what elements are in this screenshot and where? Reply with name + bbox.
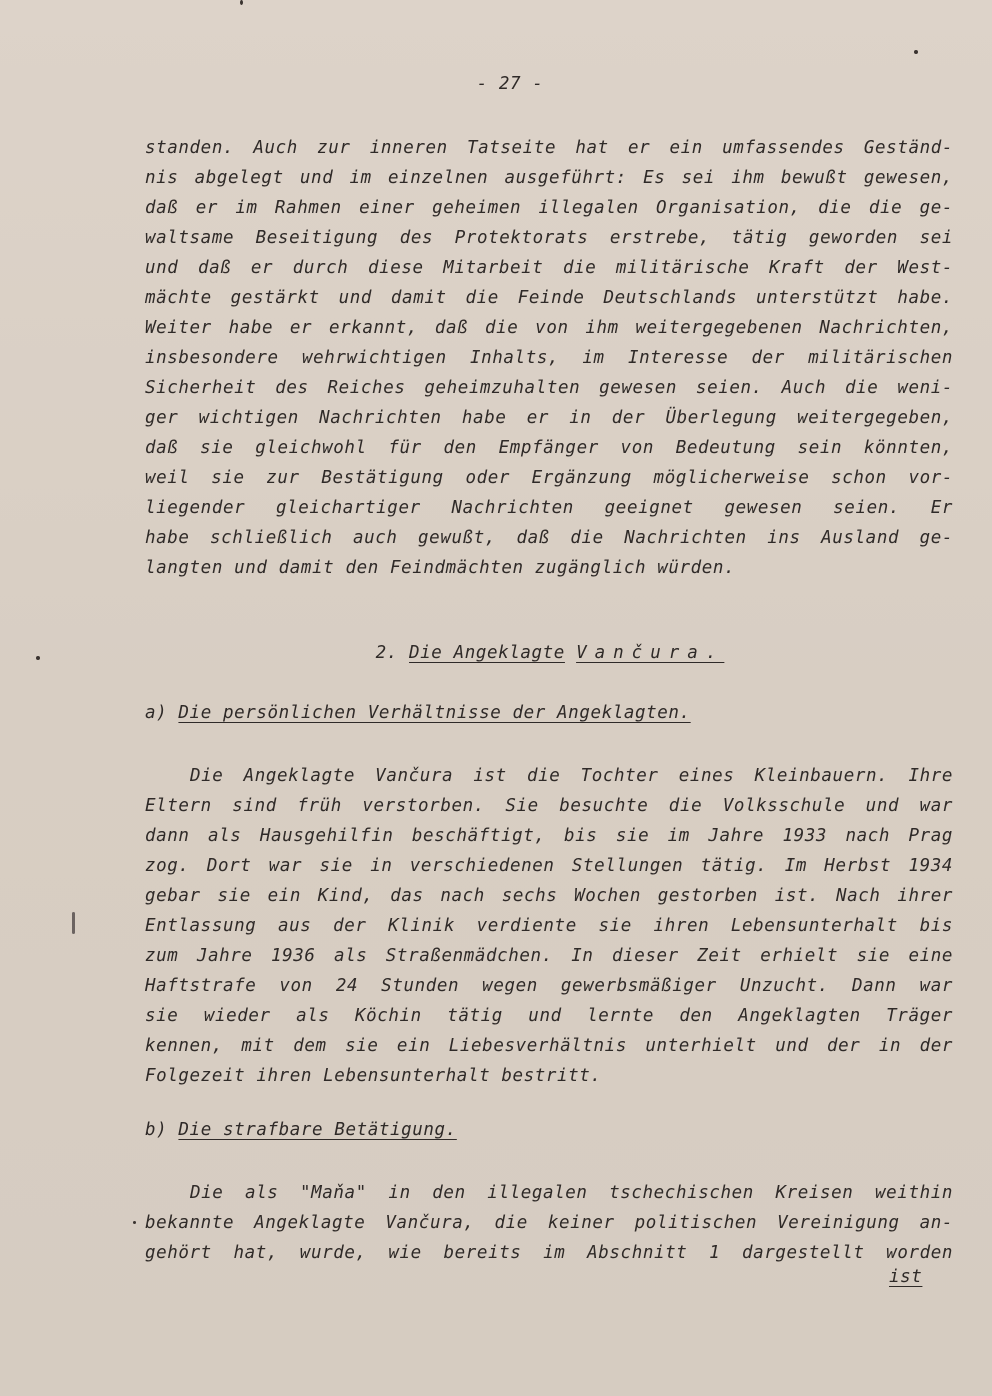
text-line: liegender gleichartiger Nachrichten geeignet gewesen seien. Er [145, 498, 953, 518]
section-heading [0, 643, 992, 663]
text-line: habe schließlich auch gewußt, daß die Nachrichten ins Ausland ge- [145, 528, 953, 548]
paper-speck [36, 656, 40, 660]
text-line: Sicherheit des Reiches geheimzuhalten gewesen seien. Auch die weni- [145, 378, 953, 398]
text-line: Weiter habe er erkannt, daß die von ihm weitergegebenen Nachrichten, [145, 318, 953, 338]
text-line: weil sie zur Bestätigung oder Ergänzung möglicherweise schon vor- [145, 468, 953, 488]
text-line: gehört hat, wurde, wie bereits im Abschnitt 1 dargestellt worden [145, 1243, 953, 1263]
subheading-title: Die strafbare Betätigung. [178, 1120, 457, 1140]
section-title: Die Angeklagte [409, 643, 565, 663]
text-line: dann als Hausgehilfin beschäftigt, bis sie im Jahre 1933 nach Prag [145, 826, 953, 846]
text-line: insbesondere wehrwichtigen Inhalts, im Interesse der militärischen [145, 348, 953, 368]
text-line: gebar sie ein Kind, das nach sechs Wochen gestorben ist. Nach ihrer [145, 886, 953, 906]
text-line: Eltern sind früh verstorben. Sie besuchte die Volksschule und war [145, 796, 953, 816]
text-line: langten und damit den Feindmächten zugänglich würden. [145, 558, 736, 578]
paper-speck [914, 50, 918, 54]
text-line: Die als "Maňa" in den illegalen tschechischen Kreisen weithin [190, 1183, 953, 1203]
text-line: und daß er durch diese Mitarbeit die militärische Kraft der West- [145, 258, 953, 278]
section-number: 2. [375, 643, 398, 663]
subheading-a [145, 703, 691, 723]
text-line: daß sie gleichwohl für den Empfänger von Bedeutung sein könnten, [145, 438, 953, 458]
paper-mark [72, 912, 75, 934]
paper-speck [240, 0, 243, 5]
section-title-name: Vančura. [576, 643, 725, 663]
text-line: kennen, mit dem sie ein Liebesverhältnis unterhielt und der in der [145, 1036, 953, 1056]
text-line: Folgezeit ihren Lebensunterhalt bestritt. [145, 1066, 602, 1086]
text-line: standen. Auch zur inneren Tatseite hat er ein umfassendes Geständ- [145, 138, 953, 158]
text-line: mächte gestärkt und damit die Feinde Deutschlands unterstützt habe. [145, 288, 953, 308]
text-line: waltsame Beseitigung des Protektorats erstrebe, tätig geworden sei [145, 228, 953, 248]
text-line: daß er im Rahmen einer geheimen illegalen Organisation, die die ge- [145, 198, 953, 218]
subheading-marker: b) [145, 1120, 168, 1140]
text-line: ger wichtigen Nachrichten habe er in der Überlegung weitergegeben, [145, 408, 953, 428]
catchword: ist [889, 1267, 923, 1287]
subheading-title: Die persönlichen Verhältnisse der Angeklagten. [178, 703, 691, 723]
text-line: Haftstrafe von 24 Stunden wegen gewerbsmäßiger Unzucht. Dann war [145, 976, 953, 996]
subheading-marker: a) [145, 703, 168, 723]
page-number: - 27 - [476, 74, 544, 94]
text-line: nis abgelegt und im einzelnen ausgeführt: Es sei ihm bewußt gewesen, [145, 168, 953, 188]
text-line: bekannte Angeklagte Vančura, die keiner politischen Vereinigung an- [145, 1213, 953, 1233]
text-line: zum Jahre 1936 als Straßenmädchen. In dieser Zeit erhielt sie eine [145, 946, 953, 966]
paper-speck [133, 1221, 136, 1224]
subheading-b [145, 1120, 457, 1140]
text-line: sie wieder als Köchin tätig und lernte den Angeklagten Träger [145, 1006, 953, 1026]
text-line: zog. Dort war sie in verschiedenen Stellungen tätig. Im Herbst 1934 [145, 856, 953, 876]
text-line: Entlassung aus der Klinik verdiente sie ihren Lebensunterhalt bis [145, 916, 953, 936]
text-line: Die Angeklagte Vančura ist die Tochter eines Kleinbauern. Ihre [190, 766, 953, 786]
